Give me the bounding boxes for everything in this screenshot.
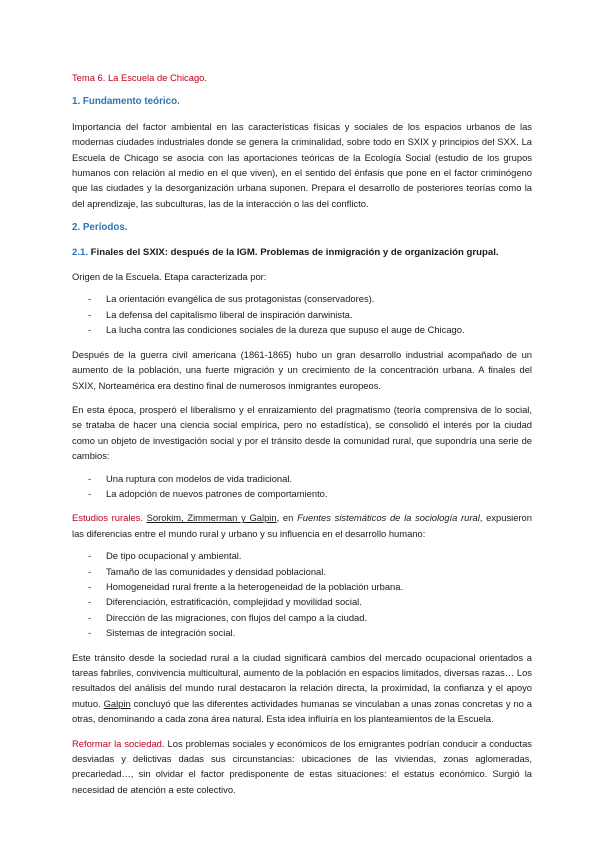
rural-differences-list [72, 548, 532, 640]
list-item: - De tipo ocupacional y ambiental. [72, 548, 532, 563]
subsection-number: 2.1. [72, 246, 89, 258]
list-item: - Sistemas de integración social. [72, 625, 532, 640]
origin-list [72, 291, 532, 337]
civil-war-paragraph: Después de la guerra civil americana (1861-1865) hubo un gran desarrollo industrial acompañado de un aumento de la población, una fuerte migración y un crecimiento de la concentración urbana. A finales del SXIX, Norteamérica era destino final de numerosos inmigrantes europeos. [72, 348, 532, 391]
list-item: - Una ruptura con modelos de vida tradicional. [72, 471, 532, 486]
subsection-2-1-heading [72, 245, 532, 260]
list-item: - Homogeneidad rural frente a la heterogeneidad de la población urbana. [72, 579, 532, 594]
galpin-name: Galpin [103, 697, 131, 709]
origin-paragraph: Origen de la Escuela. Etapa caracterizada por: [72, 271, 267, 283]
rural-connector: , en [276, 512, 298, 524]
liberalism-paragraph: En esta época, prosperó el liberalismo y el enraizamiento del pragmatismo (teoría comprensiva de lo social, se trataba de hacer una ciencia social empírica, pero no estadística), se consolidó el interés por la ciudad como un objeto de investigación social y por el tránsito desde la comunidad rural, que supondría una serie de cambios: [72, 403, 532, 462]
list-item: - Tamaño de las comunidades y densidad poblacional. [72, 564, 532, 579]
rural-studies-label: Estudios rurales. [72, 512, 143, 524]
reform-label: Reformar la sociedad [72, 737, 162, 749]
rural-description: , expusieron las diferencias entre el mundo rural y urbano y su influencia en el desarrollo humano: [72, 512, 532, 539]
section-1-body: Importancia del factor ambiental en las características físicas y sociales de los espacios urbanos de las modernas ciudades industriales donde se genera la criminalidad, sobre todo en SXIX y principios del SXX. La Escuela de Chicago se asocia con las aportaciones teóricas de la Ecología Social (estudio de los grupos humanos con relación al medio en el que viven), en el sentido del énfasis que pone en el factor criminógeno que las ciudades y la desorganización urbana suponen. Prepara el desarrollo de posteriores teorías como la del aprendizaje, las subculturas, las de la interacción o las del conflicto. [72, 120, 532, 209]
document-title: Tema 6. La Escuela de Chicago. [72, 72, 207, 83]
section-1-heading: 1. Fundamento teórico. [72, 96, 180, 108]
document-body [72, 70, 532, 806]
transit-text-a: Este tránsito desde la sociedad rural a la ciudad significará cambios del mercado ocupacional orientados a tareas fabriles, convivencia multicultural, aumento de la población en espacios limitados, diversas razas… Los resultados del análisis del mundo rural destacaron la relación directa, la proximidad, la confianza y el apoyo mutuo. [72, 651, 532, 709]
section-2-heading: 2. Períodos. [72, 222, 128, 234]
changes-list [72, 471, 532, 502]
transit-text-b: concluyó que las diferentes actividades humanas se vinculaban a unas zonas concretas y no a otras, denominando a cada zona área natural. Esta idea influiría en los planteamientos de la Escuela. [72, 697, 533, 725]
list-item: - La adopción de nuevos patrones de comportamiento. [72, 486, 532, 501]
subsection-title: Finales del SXIX: después de la IGM. Problemas de inmigración y de organización grupal. [88, 246, 499, 258]
list-item: - La defensa del capitalismo liberal de inspiración darwinista. [72, 307, 532, 322]
reform-paragraph [72, 736, 532, 798]
list-item: - La orientación evangélica de sus protagonistas (conservadores). [72, 291, 532, 306]
list-item: - La lucha contra las condiciones sociales de la dureza que supuso el auge de Chicago. [72, 322, 532, 337]
rural-book-title: Fuentes sistemáticos de la sociología rural [297, 512, 480, 524]
rural-studies-paragraph [72, 510, 532, 541]
reform-text: . Los problemas sociales y económicos de los emigrantes podrían conducir a conductas desviadas y delictivas dadas sus circunstancias: ubicaciones de las viviendas, zonas aglomeradas, precariedad…, sin olvidar el factor predisponente de estas situaciones: el estatus económico. Surgió la necesidad de atención a este colectivo. [72, 737, 532, 795]
list-item: - Diferenciación, estratificación, complejidad y movilidad social. [72, 594, 532, 609]
transit-paragraph [72, 650, 532, 727]
list-item: - Dirección de las migraciones, con flujos del campo a la ciudad. [72, 610, 532, 625]
rural-authors: Sorokim, Zimmerman y Galpin [146, 512, 277, 524]
